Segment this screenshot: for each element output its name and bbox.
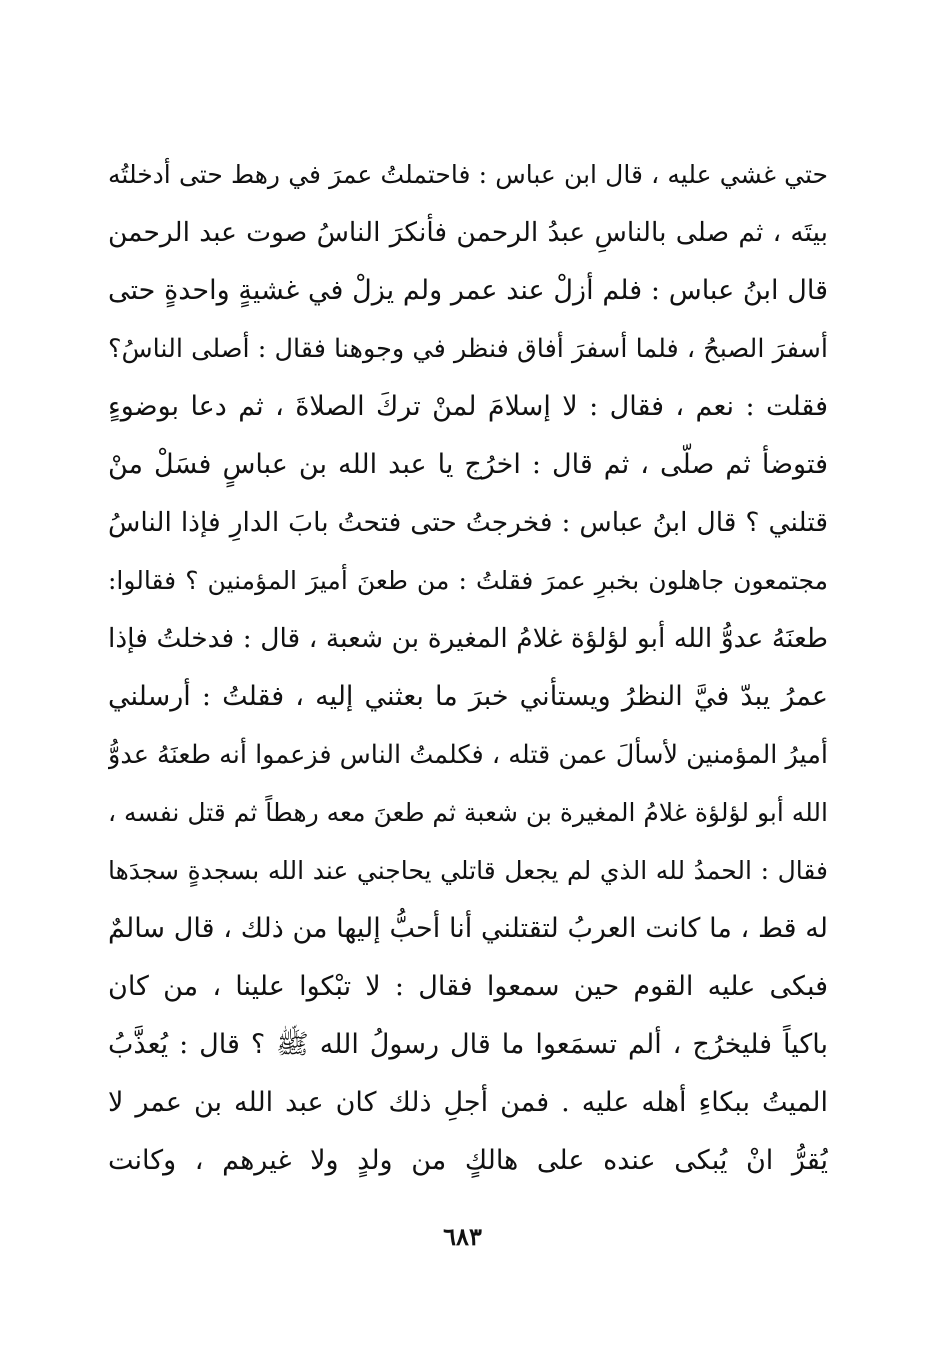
text-line: له قط ، ما كانت العربُ لتقتلني أنا أحبُّ إليها من ذلك ، قال سالمٌ <box>108 913 828 944</box>
text-line: يُقرُّ انْ يُبكى عنده على هالكٍ من ولدٍ ولا غيرهم ، وكانت <box>108 1145 828 1176</box>
text-line: قتلني ؟ قال ابنُ عباس : فخرجتُ حتى فتحتُ بابَ الدارِ فإذا الناسُ <box>108 507 828 538</box>
text-line: باكياً فليخرُج ، ألم تسمَعوا ما قال رسولُ الله ﷺ ؟ قال : يُعذَّبُ <box>108 1029 828 1060</box>
text-line: بيتَه ، ثم صلى بالناسِ عبدُ الرحمن فأنكرَ الناسُ صوت عبد الرحمن <box>108 217 828 248</box>
text-line: الميتُ ببكاءِ أهله عليه . فمن أجلِ ذلك كان عبد الله بن عمر لا <box>108 1087 828 1118</box>
text-line: طعنَهُ عدوُّ الله أبو لؤلؤة غلامُ المغيرة بن شعبة ، قال : فدخلتُ فإذا <box>108 623 828 654</box>
text-line: فقال : الحمدُ لله الذي لم يجعل قاتلي يحاجني عند الله بسجدةٍ سجدَها <box>108 856 828 885</box>
text-line: قال ابنُ عباس : فلم أزلْ عند عمر ولم يزلْ في غشيةٍ واحدةٍ حتى <box>108 275 828 306</box>
text-line: أسفرَ الصبحُ ، فلما أسفرَ أفاق فنظر في وجوهنا فقال : أصلى الناسُ؟ <box>108 334 828 364</box>
text-line: أميرُ المؤمنين لأسألَ عمن قتله ، فكلمتُ الناس فزعموا أنه طعنَهُ عدوُّ <box>108 740 828 770</box>
text-line: عمرُ يبدّ فيَّ النظرُ ويستأني خبرَ ما بعثني إليه ، فقلتُ : أرسلني <box>108 681 828 712</box>
text-line: فتوضأ ثم صلّى ، ثم قال : اخرُج يا عبد الله بن عباسٍ فسَلْ منْ <box>108 449 828 480</box>
text-line: حتي غشي عليه ، قال ابن عباس : فاحتملتُ عمرَ في رهط حتى أدخلتُه <box>108 160 828 189</box>
page-number: ٦٨٣ <box>443 1222 482 1251</box>
body-text <box>108 146 828 1190</box>
text-line: مجتمعون جاهلون بخبرِ عمرَ فقلتُ : من طعنَ أميرَ المؤمنين ؟ فقالوا: <box>108 566 828 595</box>
text-line: فبكى عليه القوم حين سمعوا فقال : لا تبْكوا علينا ، من كان <box>108 971 828 1002</box>
text-line: فقلت : نعم ، فقال : لا إسلامَ لمنْ تركَ الصلاةَ ، ثم دعا بوضوءٍ <box>108 391 828 422</box>
text-line: الله أبو لؤلؤة غلامُ المغيرة بن شعبة ثم طعنَ معه رهطاً ثم قتل نفسه ، <box>108 798 828 827</box>
